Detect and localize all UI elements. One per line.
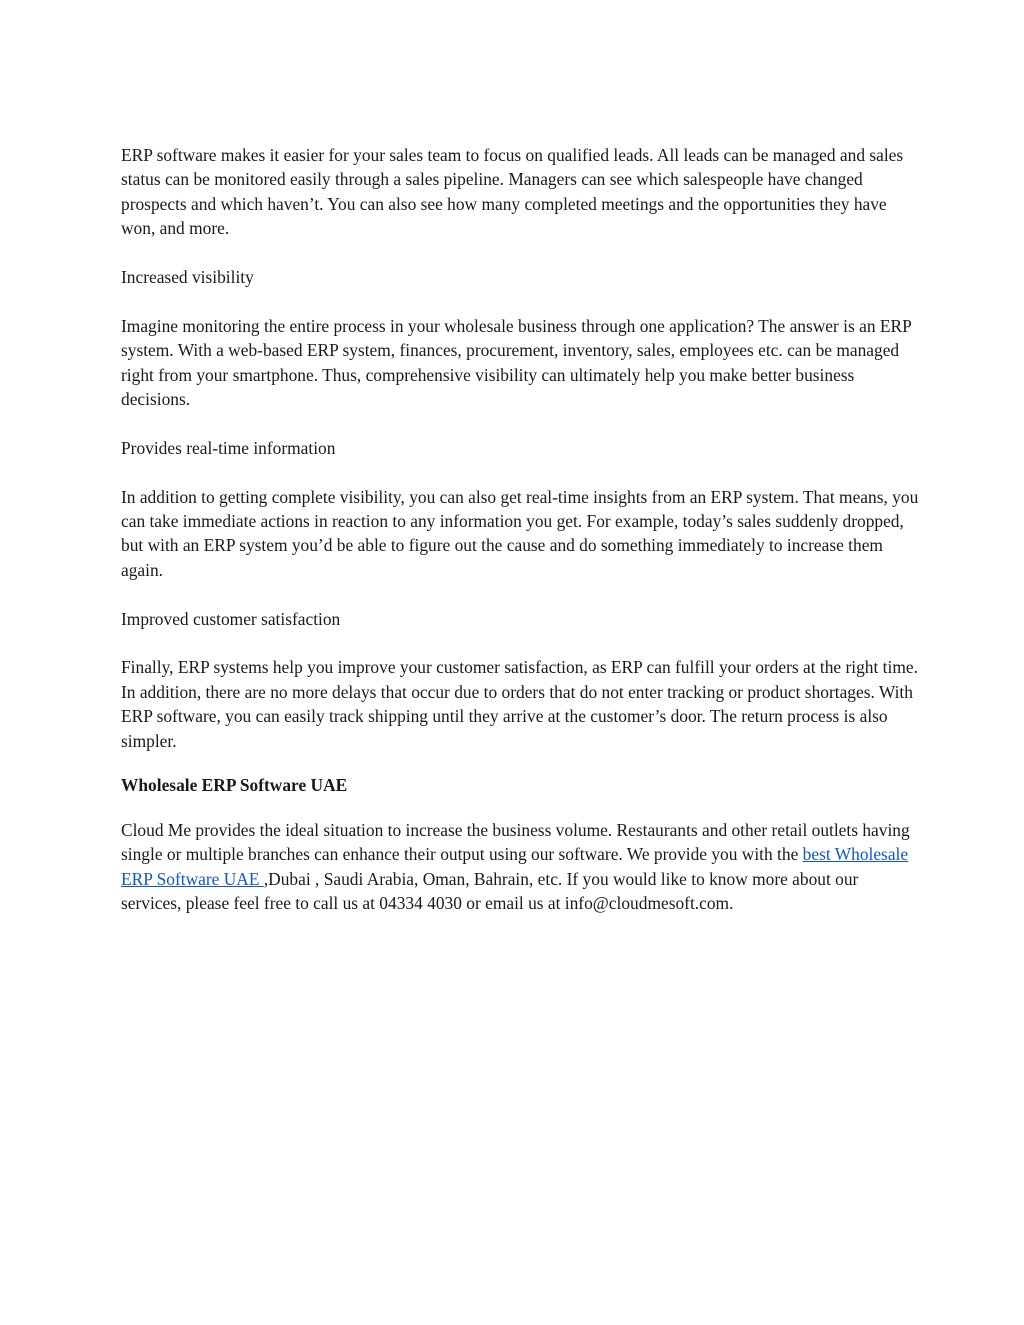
section-body-customer-satisfaction: Finally, ERP systems help you improve your customer satisfaction, as ERP can fulfill your orders at the right time. In addition, there are no more delays that occur due to orders that do not enter tracking or product shortages. With ERP software, you can easily track shipping until they arrive at the customer’s door. The return process is also simpler. [121,657,918,751]
section-body-increased-visibility: Imagine monitoring the entire process in your wholesale business through one application? The answer is an ERP system. With a web-based ERP system, finances, procurement, inventory, sales, employees etc. can be managed right from your smartphone. Thus, comprehensive visibility can ultimately help you make better business decisions. [121,315,912,410]
wholesale-erp-link[interactable]: best Wholesale ERP Software UAE [121,844,909,889]
section-body-real-time-information: In addition to getting complete visibility, you can also get real-time insights from an ERP system. That means, you can take immediate actions in reaction to any information you get. For example, today’s sales suddenly dropped, but with an ERP system you’d be able to figure out the cause and do something immediately to increase them again. [121,486,919,580]
section-heading-customer-satisfaction: Improved customer satisfaction [121,608,341,629]
closing-text-before-link: Cloud Me provides the ideal situation to increase the business volume. Restaurants and other retail outlets having single or multiple branches can enhance their output using our software. We provide you with the [121,819,910,865]
closing-heading: Wholesale ERP Software UAE [121,775,348,796]
closing-text-after-link: ,Dubai , Saudi Arabia, Oman, Bahrain, etc. If you would like to know more about our services, please feel free to call us at 04334 4030 or email us at info@cloudmesoft.com. [121,868,859,914]
intro-paragraph: ERP software makes it easier for your sales team to focus on qualified leads. All leads can be managed and sales status can be monitored easily through a sales pipeline. Managers can see which salespeople have changed prospects and which haven’t. You can also see how many completed meetings and the opportunities they have won, and more. [121,145,904,239]
section-heading-real-time-information: Provides real-time information [121,437,336,458]
closing-paragraph [121,818,921,916]
section-heading-increased-visibility: Increased visibility [121,267,254,288]
document-page [121,143,921,940]
